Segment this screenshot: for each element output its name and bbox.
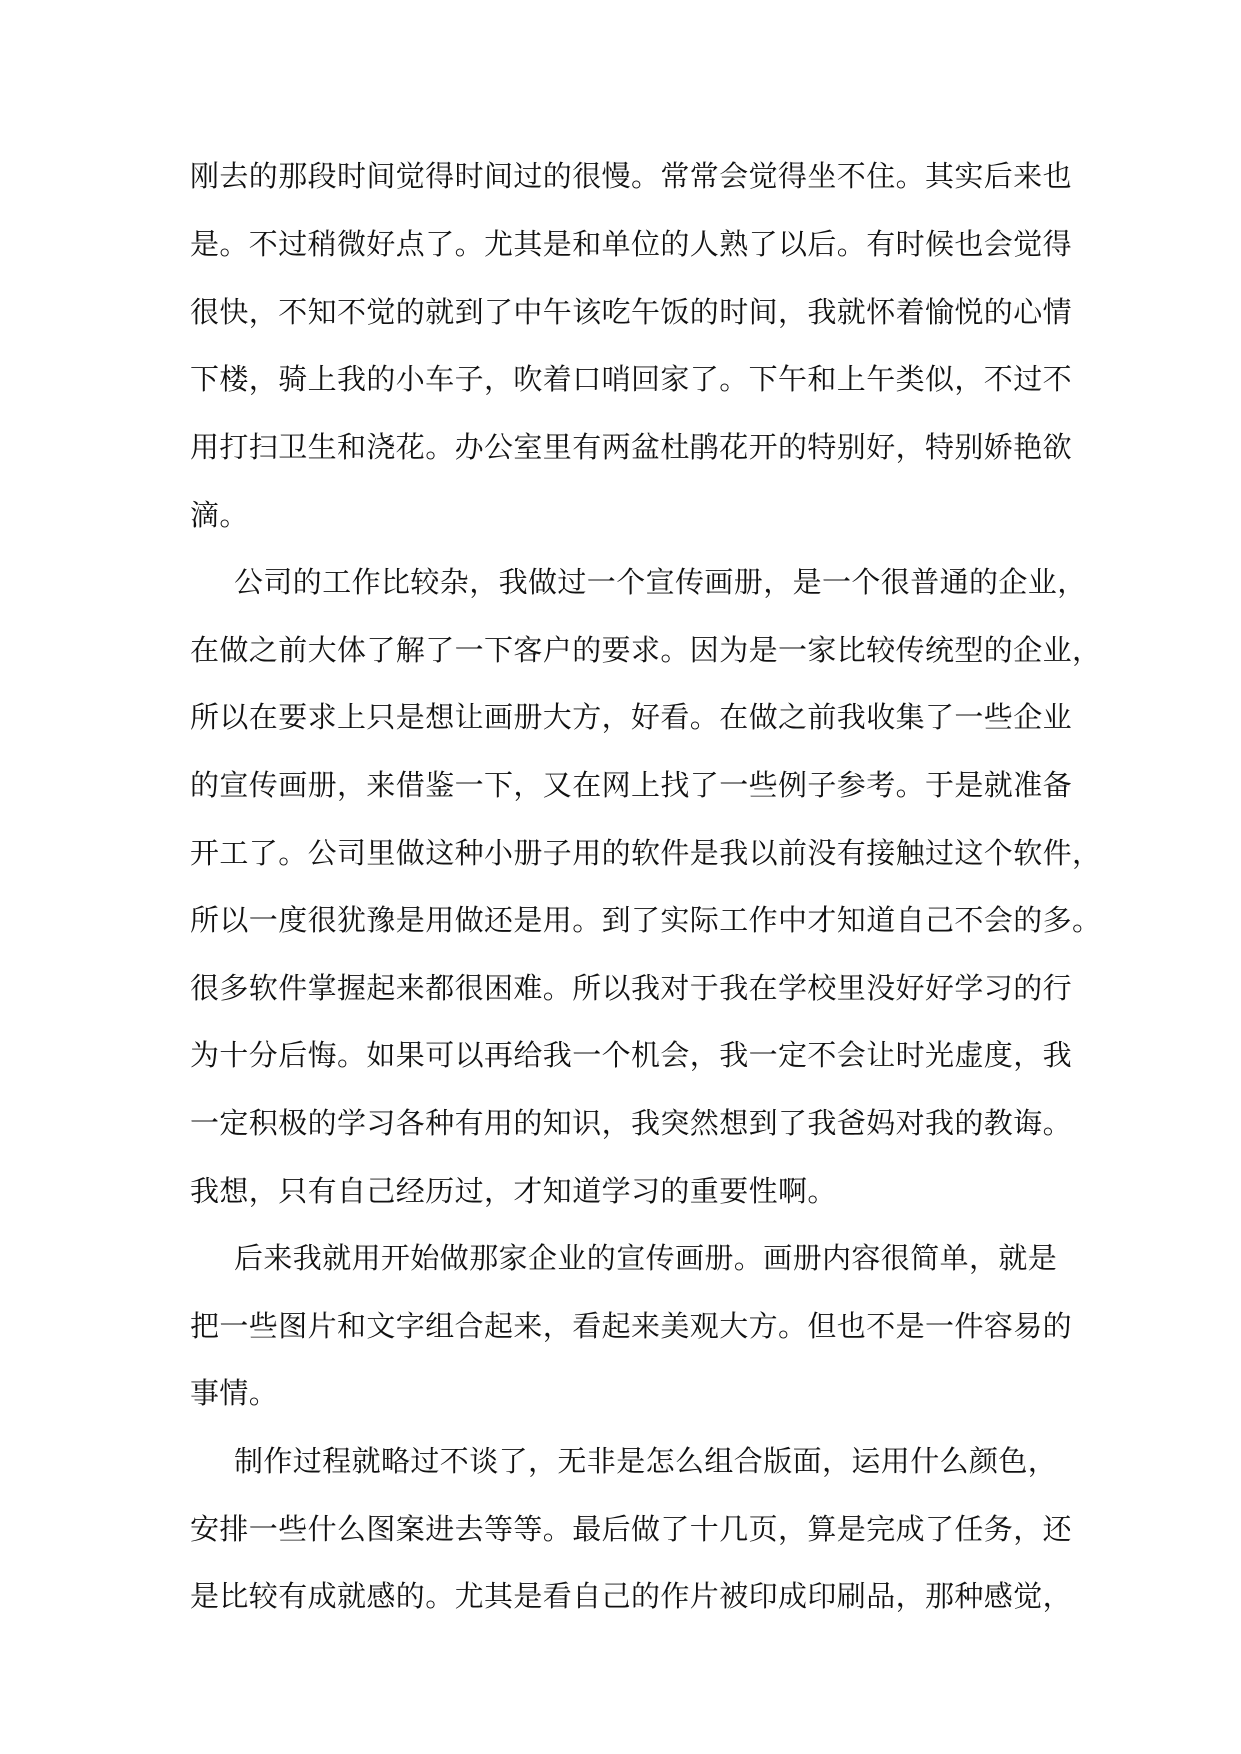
text-line: 为十分后悔。如果可以再给我一个机会，我一定不会让时光虚度，我	[190, 1038, 1073, 1072]
text-line: 在做之前大体了解了一下客户的要求。因为是一家比较传统型的企业，	[190, 633, 1102, 667]
text-line: 开工了。公司里做这种小册子用的软件是我以前没有接触过这个软件，	[190, 836, 1102, 870]
text-line: 一定积极的学习各种有用的知识，我突然想到了我爸妈对我的教诲。	[190, 1106, 1073, 1140]
text-line: 后来我就用开始做那家企业的宣传画册。画册内容很简单，就是	[234, 1241, 1058, 1275]
text-line: 滴。	[190, 498, 249, 532]
text-line: 安排一些什么图案进去等等。最后做了十几页，算是完成了任务，还	[190, 1512, 1073, 1546]
text-line: 把一些图片和文字组合起来，看起来美观大方。但也不是一件容易的	[190, 1309, 1073, 1343]
text-line: 我想，只有自己经历过，才知道学习的重要性啊。	[190, 1174, 837, 1208]
text-line: 所以在要求上只是想让画册大方，好看。在做之前我收集了一些企业	[190, 700, 1073, 734]
text-line: 事情。	[190, 1376, 279, 1410]
text-line: 制作过程就略过不谈了，无非是怎么组合版面，运用什么颜色，	[234, 1444, 1058, 1478]
text-line: 很多软件掌握起来都很困难。所以我对于我在学校里没好好学习的行	[190, 971, 1073, 1005]
text-line: 所以一度很犹豫是用做还是用。到了实际工作中才知道自己不会的多。	[190, 903, 1102, 937]
text-line: 下楼，骑上我的小车子，吹着口哨回家了。下午和上午类似，不过不	[190, 362, 1073, 396]
text-line: 公司的工作比较杂，我做过一个宣传画册，是一个很普通的企业，	[234, 565, 1087, 599]
text-line: 很快，不知不觉的就到了中午该吃午饭的时间，我就怀着愉悦的心情	[190, 295, 1073, 329]
text-line: 是。不过稍微好点了。尤其是和单位的人熟了以后。有时候也会觉得	[190, 227, 1073, 261]
text-line: 是比较有成就感的。尤其是看自己的作片被印成印刷品，那种感觉，	[190, 1579, 1073, 1613]
text-line: 用打扫卫生和浇花。办公室里有两盆杜鹃花开的特别好，特别娇艳欲	[190, 430, 1073, 464]
text-line: 的宣传画册，来借鉴一下，又在网上找了一些例子参考。于是就准备	[190, 768, 1073, 802]
text-line: 刚去的那段时间觉得时间过的很慢。常常会觉得坐不住。其实后来也	[190, 159, 1073, 193]
